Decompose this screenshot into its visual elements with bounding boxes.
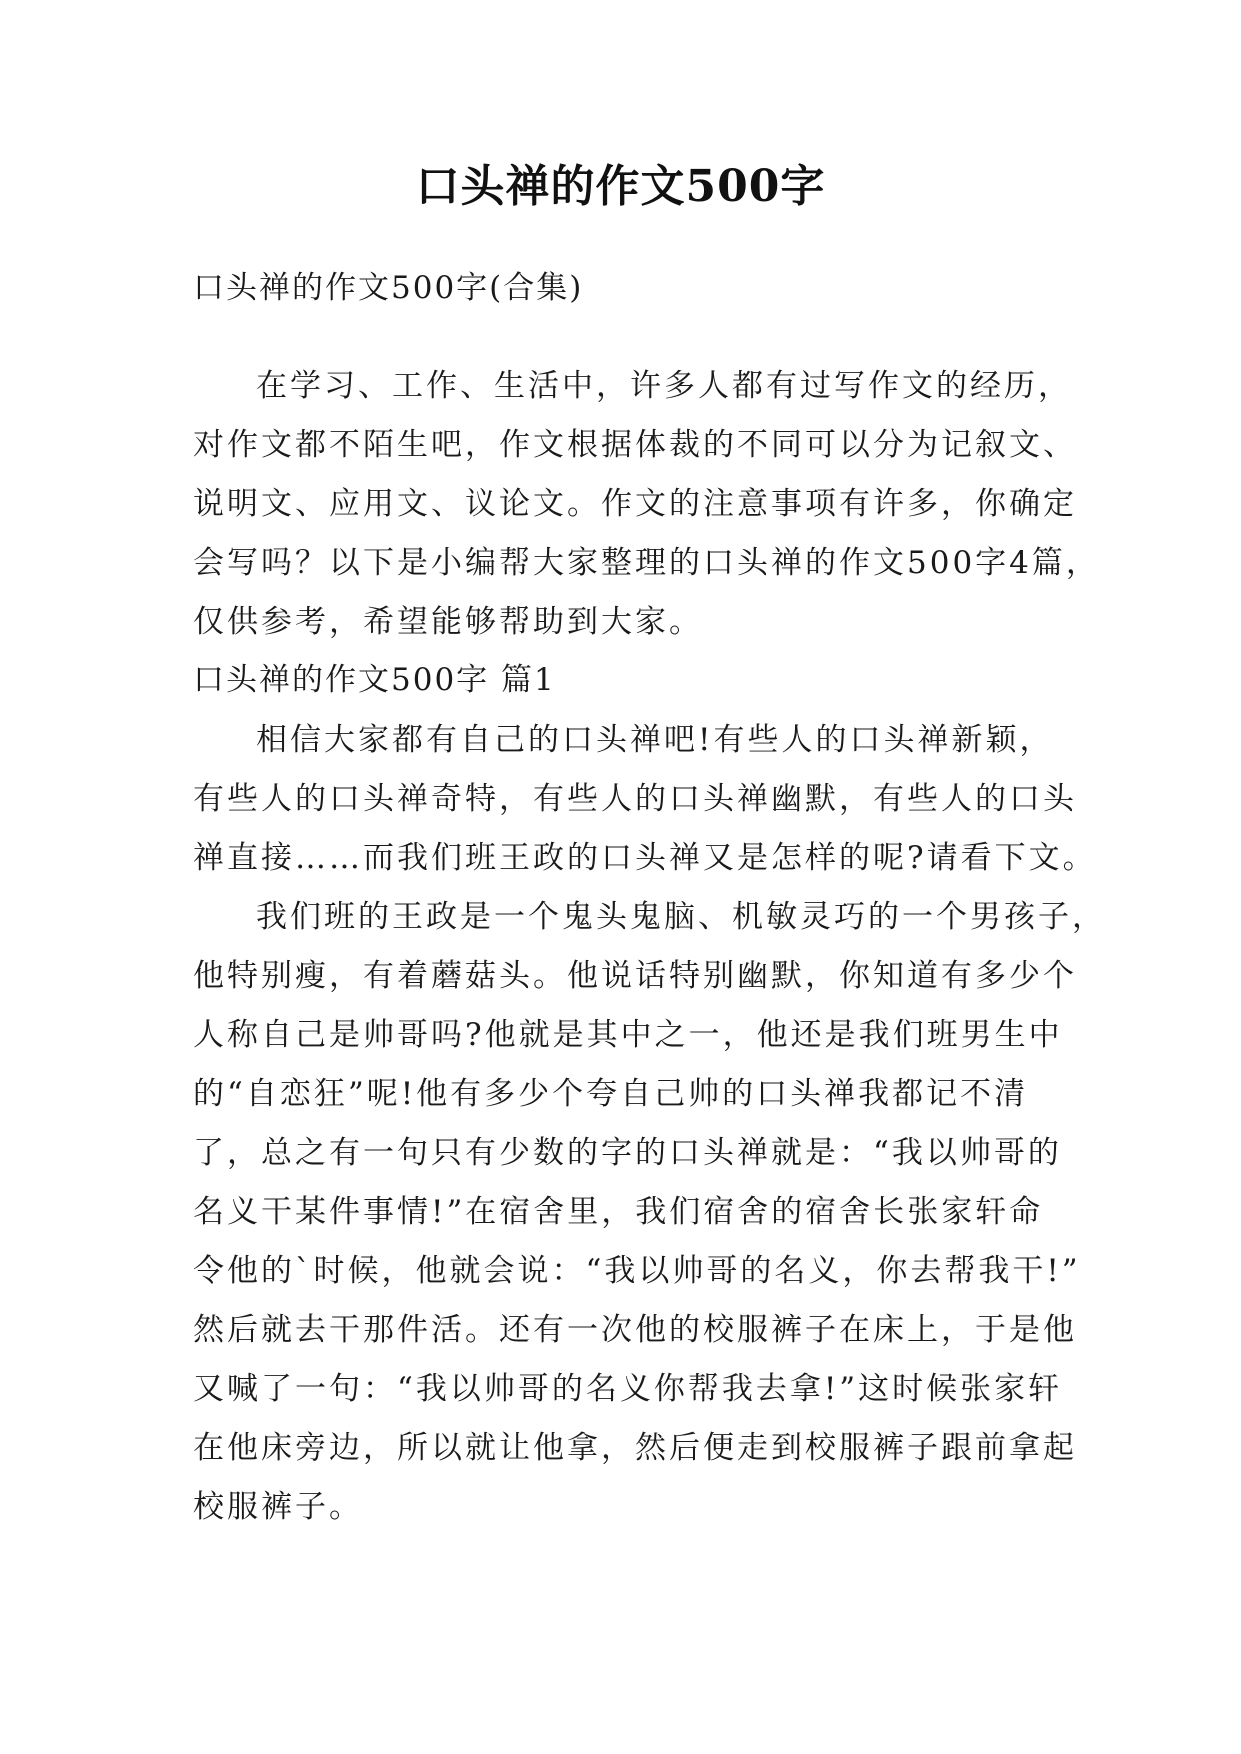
- paragraph-line: 了，总之有一句只有少数的字的口头禅就是：“我以帅哥的: [193, 1135, 1062, 1171]
- section-heading: 口头禅的作文500字 篇1: [193, 662, 556, 698]
- paragraph-line: 相信大家都有自己的口头禅吧!有些人的口头禅新颖，: [256, 722, 1054, 758]
- paragraph-line: 我们班的王政是一个鬼头鬼脑、机敏灵巧的一个男孩子，: [256, 899, 1106, 935]
- paragraph-line: 的“自恋狂”呢!他有多少个夸自己帅的口头禅我都记不清: [193, 1076, 1029, 1112]
- paragraph-line: 有些人的口头禅奇特，有些人的口头禅幽默，有些人的口头: [193, 781, 1077, 817]
- intro-line: 说明文、应用文、议论文。作文的注意事项有许多，你确定: [193, 486, 1077, 522]
- intro-line: 在学习、工作、生活中，许多人都有过写作文的经历，: [256, 368, 1072, 404]
- intro-line: 会写吗？以下是小编帮大家整理的口头禅的作文500字4篇，: [193, 545, 1100, 581]
- paragraph-line: 校服裤子。: [193, 1489, 363, 1525]
- intro-line: 仅供参考，希望能够帮助到大家。: [193, 604, 703, 640]
- paragraph-line: 名义干某件事情!”在宿舍里，我们宿舍的宿舍长张家轩命: [193, 1194, 1044, 1230]
- intro-line: 对作文都不陌生吧，作文根据体裁的不同可以分为记叙文、: [193, 427, 1077, 463]
- paragraph-line: 然后就去干那件活。还有一次他的校服裤子在床上，于是他: [193, 1312, 1077, 1348]
- document-title: 口头禅的作文500字: [415, 161, 826, 212]
- paragraph-line: 又喊了一句：“我以帅哥的名义你帮我去拿!”这时候张家轩: [193, 1371, 1063, 1407]
- paragraph-line: 在他床旁边，所以就让他拿，然后便走到校服裤子跟前拿起: [193, 1430, 1077, 1466]
- document-subtitle: 口头禅的作文500字(合集): [193, 270, 584, 306]
- paragraph-line: 他特别瘦，有着蘑菇头。他说话特别幽默，你知道有多少个: [193, 958, 1077, 994]
- paragraph-line: 令他的`时候，他就会说：“我以帅哥的名义，你去帮我干!”: [193, 1253, 1081, 1289]
- paragraph-line: 禅直接……而我们班王政的口头禅又是怎样的呢?请看下文。: [193, 840, 1097, 876]
- paragraph-line: 人称自己是帅哥吗?他就是其中之一，他还是我们班男生中: [193, 1017, 1063, 1053]
